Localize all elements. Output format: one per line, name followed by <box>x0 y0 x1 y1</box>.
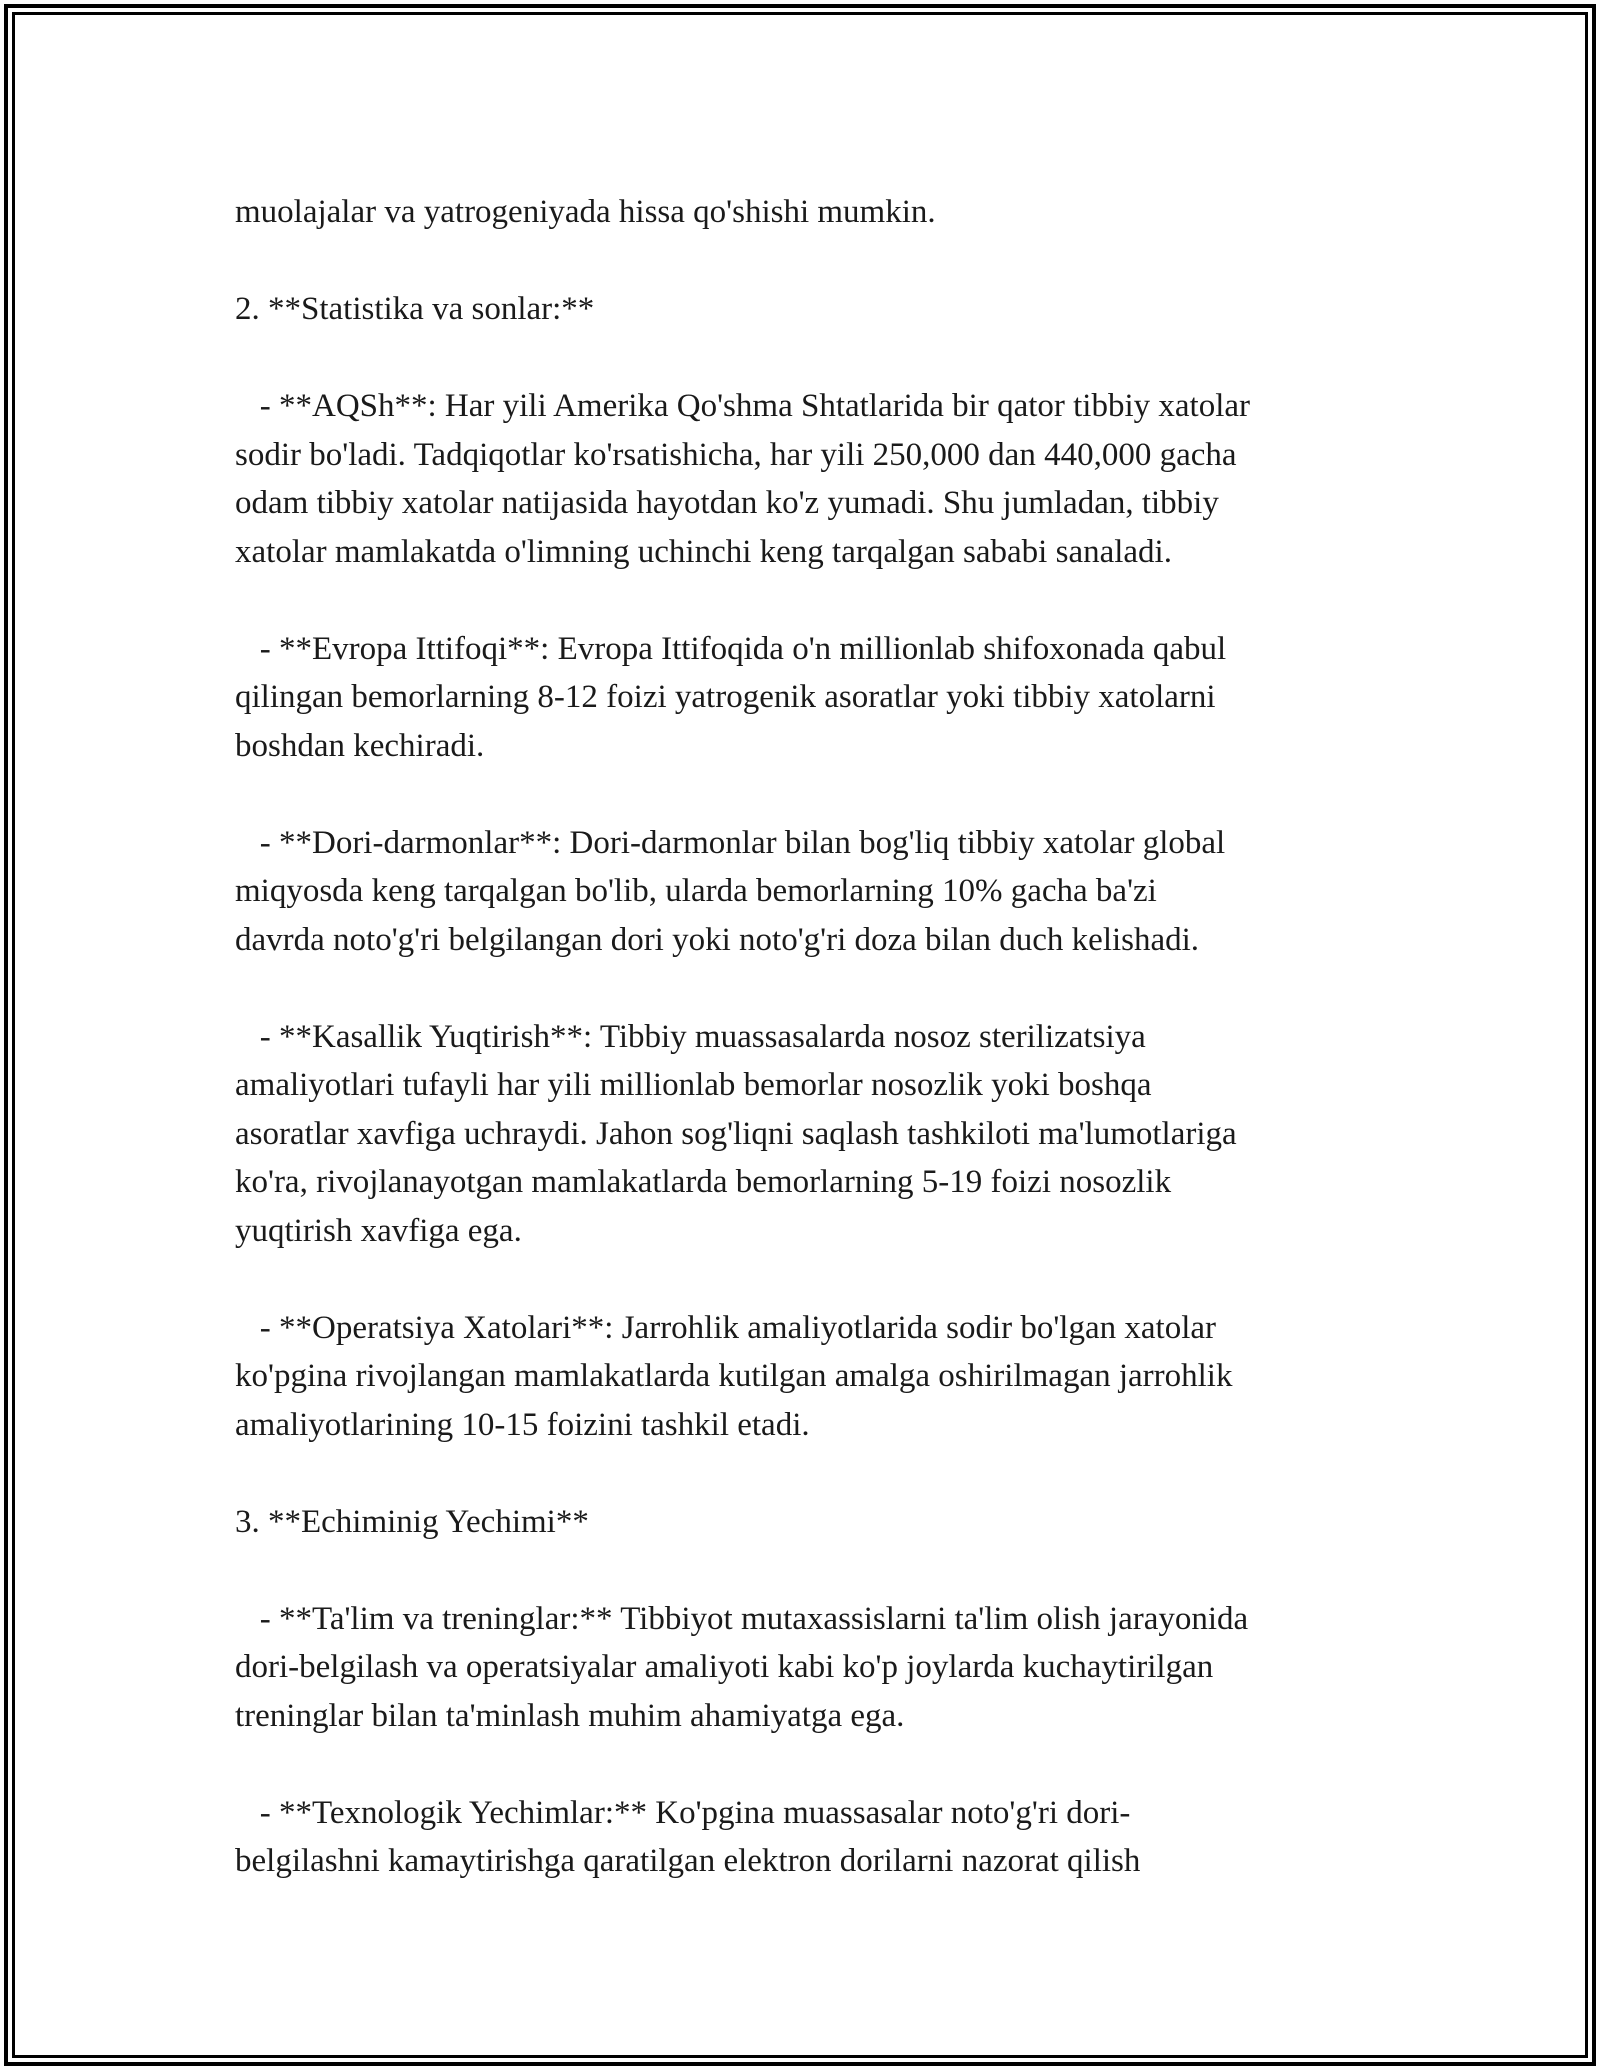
text-line: - **Texnologik Yechimlar:** Ko'pgina muassasalar noto'g'ri dori- <box>235 1794 1131 1831</box>
text-line: - **Evropa Ittifoqi**: Evropa Ittifoqida o'n millionlab shifoxonada qabul <box>235 630 1227 667</box>
text-line: boshdan kechiradi. <box>235 727 485 764</box>
document-body <box>235 188 1385 1886</box>
text-line: amaliyotlari tufayli har yili millionlab bemorlar nosozlik yoki boshqa <box>235 1067 1152 1103</box>
blank-line <box>235 1255 1385 1304</box>
text-line: amaliyotlarining 10-15 foizini tashkil etadi. <box>235 1406 810 1443</box>
text-line: - **Operatsiya Xatolari**: Jarrohlik amaliyotlarida sodir bo'lgan xatolar <box>235 1309 1216 1346</box>
text-line: muolajalar va yatrogeniyada hissa qo'shishi mumkin. <box>235 194 936 230</box>
text-line: miqyosda keng tarqalgan bo'lib, ularda bemorlarning 10% gacha ba'zi <box>235 873 1157 909</box>
blank-line <box>235 237 1385 286</box>
text-line: ko'ra, rivojlanayotgan mamlakatlarda bemorlarning 5-19 foizi nosozlik <box>235 1164 1172 1200</box>
text-line: odam tibbiy xatolar natijasida hayotdan ko'z yumadi. Shu jumladan, tibbiy <box>235 485 1219 521</box>
blank-line <box>235 334 1385 383</box>
text-line: - **Kasallik Yuqtirish**: Tibbiy muassasalarda nosoz sterilizatsiya <box>235 1018 1146 1055</box>
blank-line <box>235 1740 1385 1789</box>
section-heading: 2. **Statistika va sonlar:** <box>235 291 595 327</box>
section-heading: 3. **Echiminig Yechimi** <box>235 1503 589 1540</box>
text-line: - **Dori-darmonlar**: Dori-darmonlar bilan bog'liq tibbiy xatolar global <box>235 824 1226 861</box>
blank-line <box>235 1546 1385 1595</box>
text-line: - **AQSh**: Har yili Amerika Qo'shma Shtatlarida bir qator tibbiy xatolar <box>235 388 1251 424</box>
blank-line <box>235 576 1385 625</box>
text-line: qilingan bemorlarning 8-12 foizi yatrogenik asoratlar yoki tibbiy xatolarni <box>235 679 1216 715</box>
blank-line <box>235 964 1385 1013</box>
text-line: - **Ta'lim va treninglar:** Tibbiyot mutaxassislarni ta'lim olish jarayonida <box>235 1600 1249 1637</box>
text-line: yuqtirish xavfiga ega. <box>235 1212 522 1249</box>
text-line: ko'pgina rivojlangan mamlakatlarda kutilgan amalga oshirilmagan jarrohlik <box>235 1358 1233 1394</box>
text-line: belgilashni kamaytirishga qaratilgan elektron dorilarni nazorat qilish <box>235 1843 1141 1879</box>
text-line: asoratlar xavfiga uchraydi. Jahon sog'liqni saqlash tashkiloti ma'lumotlariga <box>235 1115 1237 1152</box>
text-line: davrda noto'g'ri belgilangan dori yoki noto'g'ri doza bilan duch kelishadi. <box>235 921 1200 958</box>
blank-line <box>235 770 1385 819</box>
text-line: sodir bo'ladi. Tadqiqotlar ko'rsatishicha, har yili 250,000 dan 440,000 gacha <box>235 436 1237 473</box>
text-line: dori-belgilash va operatsiyalar amaliyoti kabi ko'p joylarda kuchaytirilgan <box>235 1649 1214 1685</box>
text-line: xatolar mamlakatda o'limning uchinchi keng tarqalgan sababi sanaladi. <box>235 533 1172 570</box>
text-line: treninglar bilan ta'minlash muhim ahamiyatga ega. <box>235 1697 905 1734</box>
blank-line <box>235 1449 1385 1498</box>
